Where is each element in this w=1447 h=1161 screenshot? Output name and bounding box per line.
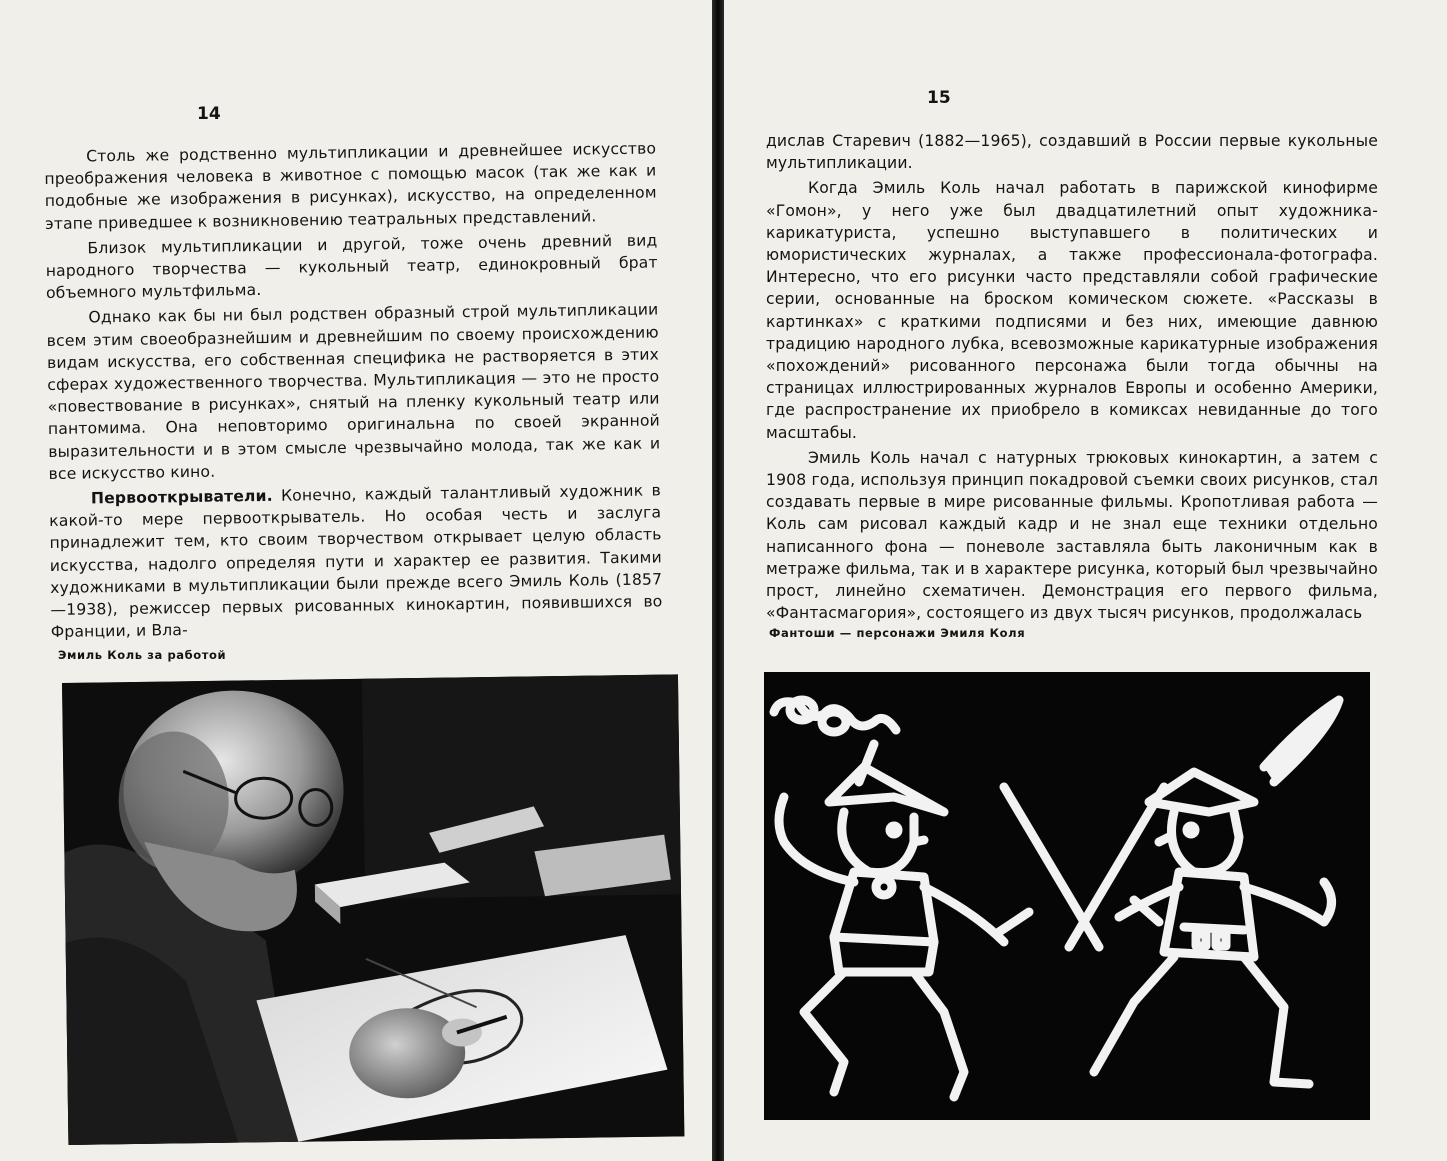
left-page bbox=[0, 0, 712, 1161]
left-text-column bbox=[44, 137, 663, 643]
right-text-column bbox=[766, 130, 1378, 624]
fantoche-drawing bbox=[764, 672, 1370, 1120]
page-number-left: 14 bbox=[197, 104, 221, 124]
photo-caption-right: Фантоши — персонажи Эмиля Коля bbox=[769, 626, 1026, 640]
illustration-fantoche-characters bbox=[764, 672, 1370, 1120]
book-gutter bbox=[712, 0, 724, 1161]
photo-caption-left: Эмиль Коль за работой bbox=[58, 648, 227, 662]
photo-illustration bbox=[62, 674, 684, 1145]
photo-emile-cohl-at-work bbox=[62, 674, 684, 1145]
paragraph: Однако как бы ни был родствен образный строй мультипликации всем этим своеобразнейшим и древнейшим по своему происхождению видам искусства, его собственная специфика не растворяется в этих сферах художественного творчества. Мультипликация — это не просто «повествование в рисунках», снятый на пленку кукольный театр или пантомима. Она неповторимо оригинальна по своей экранной выразительности и в этом смысле чрезвычайно молода, так же как и все искусство кино. bbox=[46, 300, 661, 483]
paragraph-pioneers bbox=[49, 479, 663, 643]
paragraph: Эмиль Коль начал с натурных трюковых кинокартин, а затем с 1908 года, используя принцип покадровой съемки своих рисунков, стал создавать первые в мире рисованные фильмы. Кропотливая работа — Коль сам рисовал каждый кадр и не знал еще техники отдельно написанного фона — поневоле заставляла быть лаконичным как в метраже фильма, так и в характере рисунка, который был чрезвычайно прост, линейно схематичен. Демонстрация его первого фильма, «Фантасмагория», состоящего из двух тысяч рисунков, продолжалась bbox=[766, 448, 1378, 623]
right-page bbox=[724, 0, 1447, 1161]
paragraph: Столь же родственно мультипликации и древнейшее искусство преображения человека в животное с помощью масок (так же как и подобные же изображения в рисунках), искусство, на определенном этапе приведшее к возникновению театральных представлений. bbox=[44, 139, 657, 233]
section-heading: Первооткрыватели. bbox=[90, 486, 273, 508]
paragraph: Близок мультипликации и другой, тоже очень древний вид народного творчества — кукольный театр, единокровный брат объемного мультфильма. bbox=[45, 231, 658, 303]
page-number-right: 15 bbox=[927, 88, 951, 108]
paragraph: Когда Эмиль Коль начал работать в парижской кинофирме «Гомон», у него уже был двадцатилетний опыт художника-карикатуриста, успешно выступавшего в политических и юмористических журналах, а также профессионала-фотографа. Интересно, что его рисунки часто представляли собой графические серии, основанные на броском комическом сюжете. «Рассказы в картинках» с краткими подписями и без них, имеющие давнюю традицию народного лубка, всевозможные карикатурные изображения «похождений» рисованного персонажа были тогда обычны на страницах иллюстрированных журналов Европы и особенно Америки, где распространение их приобрело в комиксах невиданные до того масштабы. bbox=[766, 179, 1378, 442]
paragraph-text: Конечно, каждый талантливый художник в какой-то мере первооткрыватель. Но особая честь и заслуга принадлежит тем, кто своим творчеством открывает целую область искусства, надолго определяя пути и характер ее развития. Такими художниками в мультипликации были прежде всего Эмиль Коль (1857—1938), режиссер первых рисованных кинокартин, появившихся во Франции, и Вла- bbox=[49, 481, 663, 642]
paragraph-continuation: дислав Старевич (1882—1965), создавший в России первые кукольные мультипликации. bbox=[766, 132, 1378, 173]
